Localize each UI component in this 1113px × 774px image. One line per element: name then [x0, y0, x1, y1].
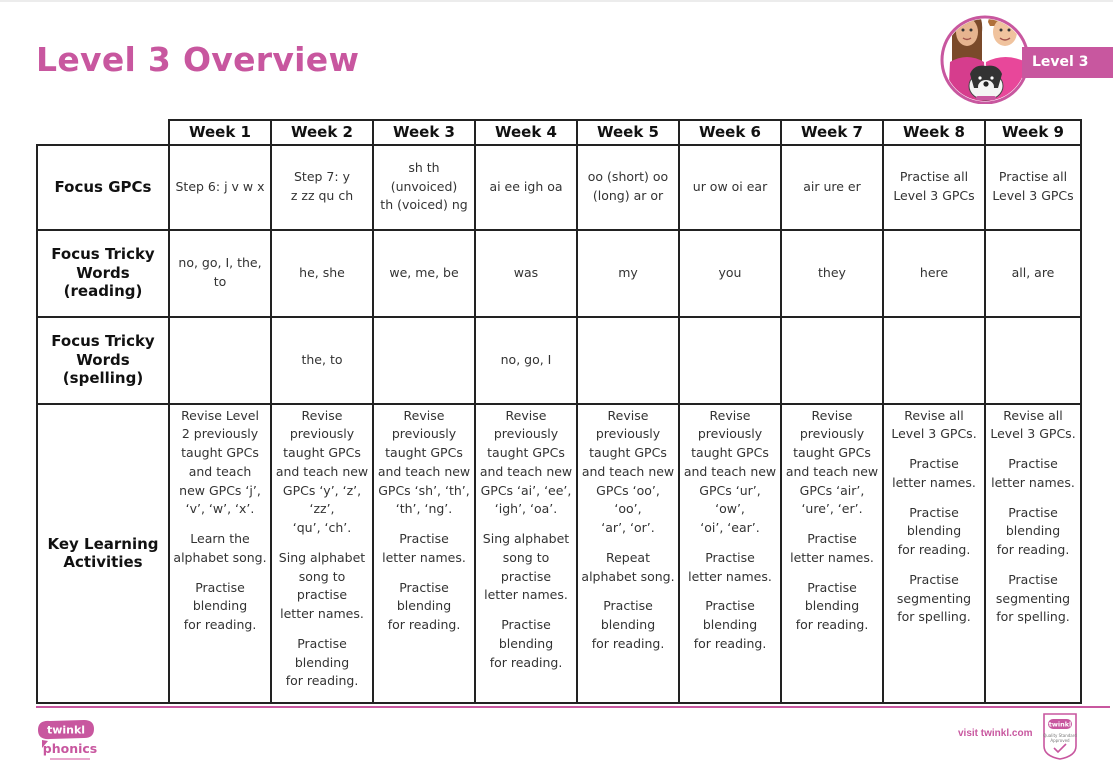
row-label: Focus GPCs: [37, 145, 169, 230]
activity-cell: [169, 404, 271, 704]
table-cell: [373, 317, 475, 404]
activity-text: Practise blending for reading.: [489, 617, 563, 670]
table-cell: [373, 145, 475, 230]
row-label: Key Learning Activities: [37, 404, 169, 704]
week-header: Week 3: [373, 120, 475, 145]
activity-text: Revise all Level 3 GPCs.: [891, 407, 977, 442]
svg-text:Quality Standard: Quality Standard: [1043, 733, 1077, 738]
table-cell: [577, 317, 679, 404]
week-header: Week 8: [883, 120, 985, 145]
activity-text: Practise blending for reading.: [387, 579, 461, 632]
table-cell: no, go, I, the, to: [169, 230, 271, 317]
cell-text: Practise all Level 3 GPCs: [992, 169, 1074, 203]
table-cell: [883, 145, 985, 230]
activity-cell: [271, 404, 373, 704]
week-header: Week 5: [577, 120, 679, 145]
table-cell: [985, 317, 1081, 404]
activity-text: Sing alphabet song to practise letter names.: [278, 549, 366, 621]
table-cell: he, she: [271, 230, 373, 317]
row-label: Focus Tricky Words (spelling): [37, 317, 169, 404]
week-header: Week 9: [985, 120, 1081, 145]
level-tab: Level 3: [1022, 47, 1113, 78]
activity-text: Revise previously taught GPCs and teach new GPCs ‘ai’, ‘ee’, ‘igh’, ‘oa’.: [479, 407, 573, 517]
table-cell: [781, 317, 883, 404]
week-header: Week 2: [271, 120, 373, 145]
table-cell: you: [679, 230, 781, 317]
cell-text: Step 6: j v w x: [175, 178, 265, 194]
cell-text: ai ee igh oa: [489, 178, 563, 194]
table-cell: no, go, I: [475, 317, 577, 404]
table-cell: all, are: [985, 230, 1081, 317]
table-cell: here: [883, 230, 985, 317]
week-header: Week 7: [781, 120, 883, 145]
week-header-row: [37, 120, 1081, 145]
cell-text: air ure er: [803, 178, 861, 194]
activity-cell: [985, 404, 1081, 704]
activity-text: Revise all Level 3 GPCs.: [990, 407, 1076, 442]
footer-divider: [36, 706, 1110, 708]
table-cell: [271, 145, 373, 230]
activity-cell: [373, 404, 475, 704]
focus-gpcs-row: [37, 145, 1081, 230]
twinkl-phonics-logo-icon: [34, 716, 100, 764]
tricky-words-reading-row: [37, 230, 1081, 317]
activity-text: Revise Level 2 previously taught GPCs and teach new GPCs ‘j’, ‘v’, ‘w’, ‘x’.: [179, 407, 261, 517]
activity-cell: [679, 404, 781, 704]
activity-text: Practise letter names.: [382, 531, 466, 565]
svg-text:twinkl: twinkl: [1048, 720, 1072, 729]
activity-text: Practise letter names.: [892, 456, 976, 490]
activity-text: Practise segmenting for spelling.: [896, 571, 972, 625]
activity-cell: [577, 404, 679, 704]
activity-text: Revise previously taught GPCs and teach new GPCs ‘oo’, ‘oo’, ‘ar’, ‘or’.: [581, 407, 675, 535]
activity-text: Practise blending for reading.: [591, 598, 665, 651]
corner-cell: [37, 120, 169, 145]
activity-text: Practise blending for reading.: [795, 579, 869, 632]
week-header: Week 6: [679, 120, 781, 145]
svg-text:twinkl: twinkl: [46, 723, 86, 737]
week-header: Week 1: [169, 120, 271, 145]
svg-text:Approved: Approved: [1050, 738, 1070, 743]
table-cell: [577, 145, 679, 230]
cell-text: Step 7: y z zz qu ch: [290, 169, 354, 203]
mascot-children-icon: [940, 2, 1030, 104]
activity-cell: [781, 404, 883, 704]
activity-text: Learn the alphabet song.: [173, 531, 267, 565]
cell-text: oo (short) oo (long) ar or: [587, 169, 669, 203]
activity-text: Revise previously taught GPCs and teach new GPCs ‘y’, ‘z’, ‘zz’, ‘qu’, ‘ch’.: [275, 407, 369, 535]
table-cell: [985, 145, 1081, 230]
week-header: Week 4: [475, 120, 577, 145]
overview-table: [36, 119, 1082, 704]
activity-text: Repeat alphabet song.: [581, 549, 675, 584]
table-cell: the, to: [271, 317, 373, 404]
quality-standard-badge-icon: [1040, 712, 1080, 760]
activity-text: Practise letter names.: [790, 531, 874, 565]
activity-text: Practise blending for reading.: [996, 504, 1070, 557]
activity-text: Revise previously taught GPCs and teach new GPCs ‘air’, ‘ure’, ‘er’.: [785, 407, 879, 517]
footer-url[interactable]: visit twinkl.com: [958, 728, 1033, 739]
table-cell: [169, 317, 271, 404]
table-cell: we, me, be: [373, 230, 475, 317]
activity-text: Revise previously taught GPCs and teach new GPCs ‘ur’, ‘ow’, ‘oi’, ‘ear’.: [683, 407, 777, 535]
tricky-words-spelling-row: [37, 317, 1081, 404]
activity-text: Practise blending for reading.: [693, 598, 767, 651]
activity-text: Practise blending for reading.: [285, 635, 359, 689]
activity-text: Practise letter names.: [991, 456, 1075, 490]
cell-text: ur ow oi ear: [692, 178, 768, 194]
table-cell: my: [577, 230, 679, 317]
page-title: Level 3 Overview: [36, 40, 360, 79]
table-cell: was: [475, 230, 577, 317]
table-cell: [883, 317, 985, 404]
activity-cell: [883, 404, 985, 704]
activity-text: Sing alphabet song to practise letter names.: [482, 531, 570, 603]
activity-text: Practise segmenting for spelling.: [995, 571, 1071, 625]
table-cell: [475, 145, 577, 230]
row-label: Focus Tricky Words (reading): [37, 230, 169, 317]
activity-text: Revise previously taught GPCs and teach new GPCs ‘sh’, ‘th’, ‘th’, ‘ng’.: [377, 407, 471, 517]
table-cell: they: [781, 230, 883, 317]
table-cell: [679, 145, 781, 230]
table-cell: [781, 145, 883, 230]
svg-text:phonics: phonics: [42, 741, 98, 756]
activity-cell: [475, 404, 577, 704]
activity-text: Practise letter names.: [688, 549, 772, 584]
table-cell: [679, 317, 781, 404]
cell-text: Practise all Level 3 GPCs: [893, 169, 975, 203]
activity-text: Practise blending for reading.: [183, 579, 257, 632]
activity-text: Practise blending for reading.: [897, 504, 971, 557]
cell-text: sh th (unvoiced) th (voiced) ng: [380, 159, 468, 213]
table-cell: [169, 145, 271, 230]
key-learning-row: [37, 404, 1081, 704]
